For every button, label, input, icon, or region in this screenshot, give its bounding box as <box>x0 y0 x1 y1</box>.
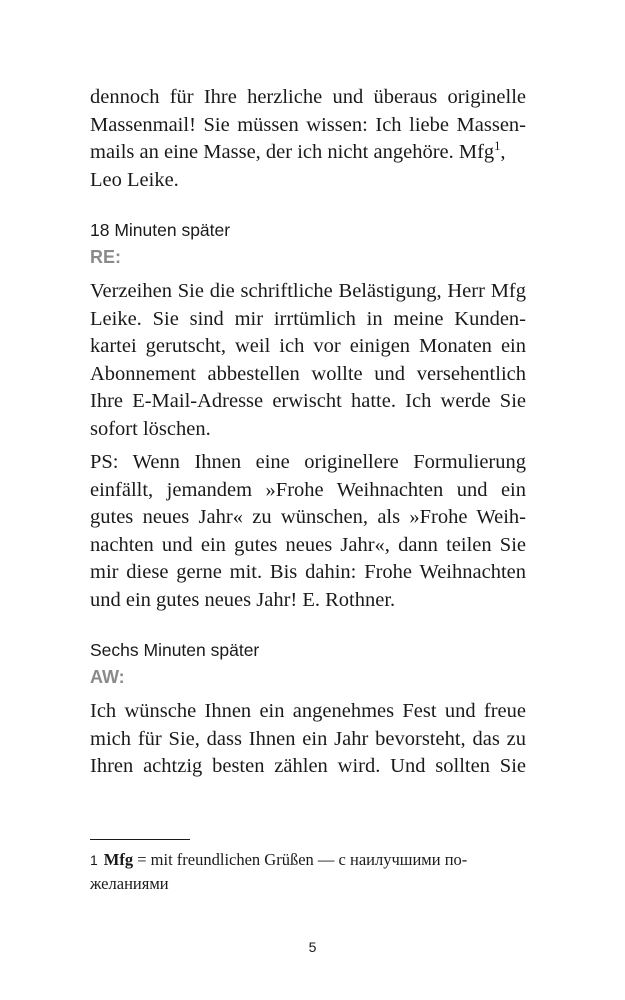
text-line: Abonnement abbestellen wollte und versehentlich <box>90 362 526 385</box>
page-content <box>90 84 526 781</box>
footnote-term: Mfg <box>103 850 134 869</box>
label-re: RE: <box>90 247 121 267</box>
footnote-ref: 1 <box>494 139 501 154</box>
text-line: gutes neues Jahr« zu wünschen, als »Frohe Weih- <box>90 506 526 528</box>
paragraph-re <box>90 278 526 443</box>
text-line: Ich wünsche Ihnen ein angenehmes Fest und freue <box>90 700 526 722</box>
paragraph-aw <box>90 698 526 781</box>
text-line: mir diese gerne mit. Bis dahin: Frohe Weihnachten <box>90 561 526 583</box>
text-line: Leo Leike. <box>90 168 179 191</box>
timestamp-2: Sechs Minuten später <box>90 640 260 660</box>
text-line: und ein gutes neues Jahr! E. Rothner. <box>90 588 396 611</box>
text-line: Ihre E-Mail-Adresse erwischt hatte. Ich werde Sie <box>90 390 526 412</box>
text-line: kartei gerutscht, weil ich vor einigen Monaten ein <box>90 335 526 357</box>
text-line: Massenmail! Sie müssen wissen: Ich liebe Massen- <box>90 113 526 136</box>
text-line: mich für Sie, dass Ihnen ein Jahr bevorsteht, das zu <box>90 727 526 750</box>
text-line: Ihren achtzig besten zählen wird. Und sollten Sie <box>90 755 526 777</box>
paragraph-ps <box>90 449 526 614</box>
text-line: Verzeihen Sie die schriftliche Belästigung, Herr Mfg <box>90 280 526 302</box>
text-line: einfällt, jemandem »Frohe Weihnachten und ein <box>90 478 526 501</box>
label-aw: AW: <box>90 667 125 687</box>
text-line: sofort löschen. <box>90 417 211 440</box>
timestamp-1: 18 Minuten später <box>90 220 231 240</box>
text-line: mails an eine Masse, der ich nicht angehöre. Mfg$^1$, <box>90 139 506 163</box>
footnote <box>90 848 530 895</box>
footnote-number: 1 <box>90 852 98 868</box>
footnote-line: желаниями <box>90 874 169 893</box>
footnote-text: = mit freundlichen Grüßen — с наилучшими по- <box>133 850 468 869</box>
text-line: dennoch für Ihre herzliche und überaus originelle <box>90 86 526 108</box>
text-line: nachten und ein gutes neues Jahr«, dann teilen Sie <box>90 533 526 556</box>
paragraph-continuation <box>90 84 526 194</box>
text-line: Leike. Sie sind mir irrtümlich in meine Kunden- <box>90 307 526 330</box>
page-number: 5 <box>308 939 317 955</box>
text-line: PS: Wenn Ihnen eine originellere Formulierung <box>90 451 526 473</box>
footnote-line <box>90 848 530 872</box>
footnote-divider <box>90 839 190 840</box>
